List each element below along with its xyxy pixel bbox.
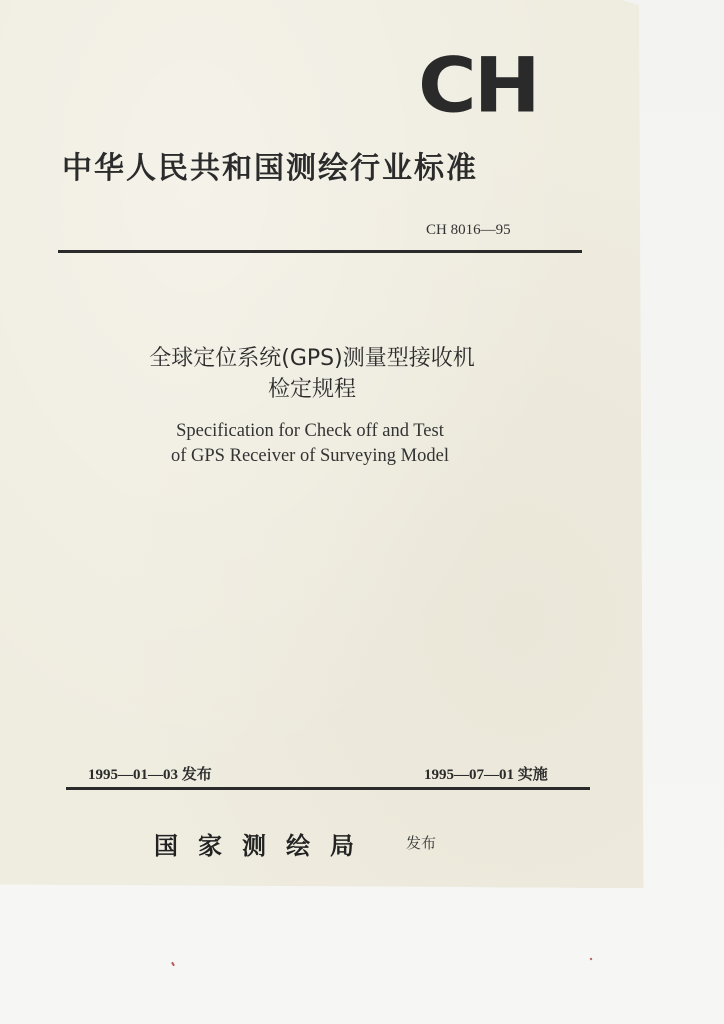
standard-category-title: 中华人民共和国测绘行业标准 [62, 151, 478, 186]
document-title-en-line1: Specification for Check off and Test [176, 421, 444, 441]
publisher-name: 国家测绘局 [154, 831, 374, 860]
issue-date: 1995—01—03 发布 [88, 767, 212, 783]
document-title-cn-line2: 检定规程 [267, 377, 356, 402]
bottom-divider [66, 787, 590, 790]
ch-logo: CH [418, 41, 538, 130]
publish-label: 发布 [406, 834, 437, 852]
implementation-date: 1995—07—01 实施 [424, 767, 548, 783]
document-title-cn-line1: 全球定位系统(GPS)测量型接收机 [149, 346, 475, 371]
scan-speck [171, 962, 175, 966]
document-title-en-line2: of GPS Receiver of Surveying Model [171, 446, 449, 466]
top-divider [58, 250, 582, 253]
standard-number: CH 8016—95 [426, 222, 511, 238]
scan-speck [590, 958, 593, 961]
